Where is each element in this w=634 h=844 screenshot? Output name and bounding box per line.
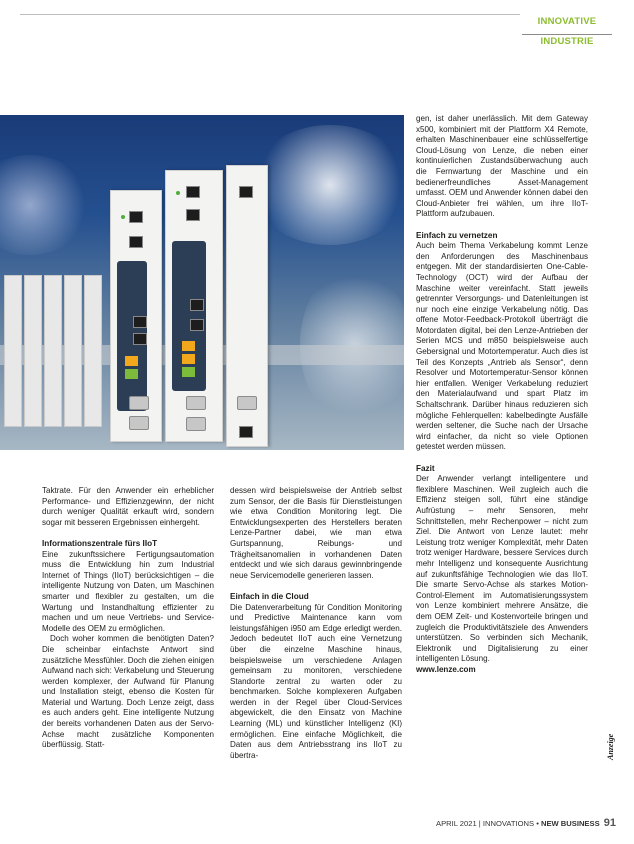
paragraph: Eine zukunftssichere Fertigungsautomation muss die Entwicklung hin zum Industrial Internet of Things (IIoT) berücksichtigen – die intelligente Nutzung von Daten, um Maschinen smarter und flexibler zu gestalten, um die Wartung und Instandhaltung effizienter zu machen und um neue Vertriebs- und Service-Modelle des OEM zu ermöglichen. xyxy=(42,549,214,633)
inverter-module xyxy=(165,170,223,442)
servo-inverter-photo xyxy=(0,115,404,450)
paragraph: Doch woher kommen die benötigten Daten? Die scheinbar einfachste Antwort sind zusätzliche Messfühler. Doch die ziehen einigen Aufwand nach sich: Verkabelung und Steuerung werden komplexer, der Aufwand für Planung und Installation steigt, ebenso die Kosten für Material und Wartung. Doch Lenze zeigt, dass es auch anders geht. Eine intelligente Nutzung der bereits vorhandenen Daten aus der Servo-Achse macht zusätzliche Komponenten überflüssig. Statt- xyxy=(42,634,214,750)
paragraph: dessen wird beispielsweise der Antrieb selbst zum Sensor, der die Basis für Dienstleistungen wie etwa Condition Monitoring legt. Die Entwicklungsexperten des Herstellers beraten Lenze-Partner dabei, wie man etwa Gurtspannung, Reibungs- und Trägheitsanomalien in vorhandenen Daten entdeckt und wie sich daraus gewinnbringende neue Servicemodelle generieren lassen. xyxy=(230,486,402,580)
header-rule xyxy=(20,14,520,15)
paragraph: Die Datenverarbeitung für Condition Monitoring und Predictive Maintenance kann vom leistungsfähigen i950 am Edge erledigt werden. Jedoch bedeutet IIoT auch eine Vernetzung über die einzelne Maschine hinaus, beispielsweise um verschiedene Anlagen gemeinsam zu monitoren, verschiedene Standorte zentral zu warten oder zu benchmarken. Solche komplexeren Aufgaben werden in der Regel über Cloud-Services abgewickelt, die den Einsatz von Machine Learning (ML) und künstlicher Intelligenz (KI) ermöglichen. Eine einfache Möglichkeit, die Daten aus dem Antriebsstrang ins IIoT zu übertra- xyxy=(230,602,402,760)
subheading: Einfach in die Cloud xyxy=(230,591,309,601)
section-label: INNOVATIVE INDUSTRIE xyxy=(522,12,612,35)
subheading: Informationszentrale fürs IIoT xyxy=(42,538,158,548)
footer-issue: APRIL 2021 | INNOVATIONS xyxy=(436,819,535,828)
paragraph: Auch beim Thema Verkabelung kommt Lenze den Anforderungen des Maschinenbaus entgegen. Mit der standardisierten One-Cable-Technology (OCT) wird der Aufbau der Maschine weiter vereinfacht. Statt jeweils getrennter Versorgungs- und Datenleitungen ist nur noch eine einzige Verkabelung nötig. Das offene Motor-Feedback-Protokoll überträgt die Motordaten digital, bei den Lenze-Antrieben der Serien MCS und m850 beispielsweise auch Gebersignal und Motortemperatur. Auch dies ist Teil des Konzepts „Antrieb als Sensor“, denn Resolver und Motortemperatur-Sensor können hier entfallen. Weniger Verkabelung reduziert den Materialaufwand und spart Platz im Schaltschrank. Darüber hinaus reduzieren sich mögliche Fehlerquellen: kabelbedingte Ausfälle werden seltener, die Suche nach der Ursache wird einfacher, da nicht so viele Optionen getestet werden müssen. xyxy=(416,241,588,452)
text-column-3 xyxy=(416,114,588,675)
subheading: Fazit xyxy=(416,463,435,473)
website-link[interactable]: www.lenze.com xyxy=(416,664,476,674)
subheading: Einfach zu vernetzen xyxy=(416,230,498,240)
paragraph: gen, ist daher unerlässlich. Mit dem Gateway x500, kombiniert mit der Plattform X4 Remote, erhalten Maschinenbauer eine schlüsselfertige Cloud-Lösung von Lenze, die neben einer kontinuierlichen Zustandsüberwachung auch die Fernwartung der Maschine und ein bedienerfreundliches Asset-Management umfasst. OEM und Anwender können dabei den Cloud-Anbieter frei wählen, um ihre IIoT-Plattform aufzubauen. xyxy=(416,114,588,219)
footer-separator: • xyxy=(536,819,539,828)
paragraph: Taktrate. Für den Anwender ein erheblicher Performance- und Effizienzgewinn, der nicht durch weniger Qualität erkauft wird, sondern sogar mit besseren Ergebnissen einhergeht. xyxy=(42,486,214,527)
page-footer xyxy=(436,817,616,829)
text-column-1 xyxy=(42,486,214,751)
advertisement-label: Anzeige xyxy=(606,733,615,760)
text-column-2 xyxy=(230,486,402,761)
footer-magazine: NEW BUSINESS xyxy=(540,819,600,828)
page-number: 91 xyxy=(603,817,617,829)
inverter-module xyxy=(226,165,268,447)
inverter-module xyxy=(110,190,162,442)
paragraph: Der Anwender verlangt intelligentere und flexiblere Maschinen. Weil zugleich auch die Effizienz steigen soll, führt eine ständige Aufrüstung – mehr Sensoren, mehr Schnittstellen, mehr Rechenpower – nicht zum Ziel. Die Antwort von Lenze lautet: mehr Leistung trotz weniger Komplexität, mehr Daten trotz weniger Hardware, bessere Services durch mehr Intelligenz und konsequente Ausrichtung auf zukunftsfähige Technologien wie das IIoT. Die smarte Servo-Achse als starkes Motion-Control-Element im Automatisierungssystem von Lenze kombiniert mehrere Ansätze, die dem OEM Zeit- und Kostenvorteile bringen und zugleich die Produktivitätsziele des Anwenders unterstützen. So verbinden sich Mechanik, Elektronik und Digitalisierung zu einer intelligenten Lösung. xyxy=(416,474,588,664)
